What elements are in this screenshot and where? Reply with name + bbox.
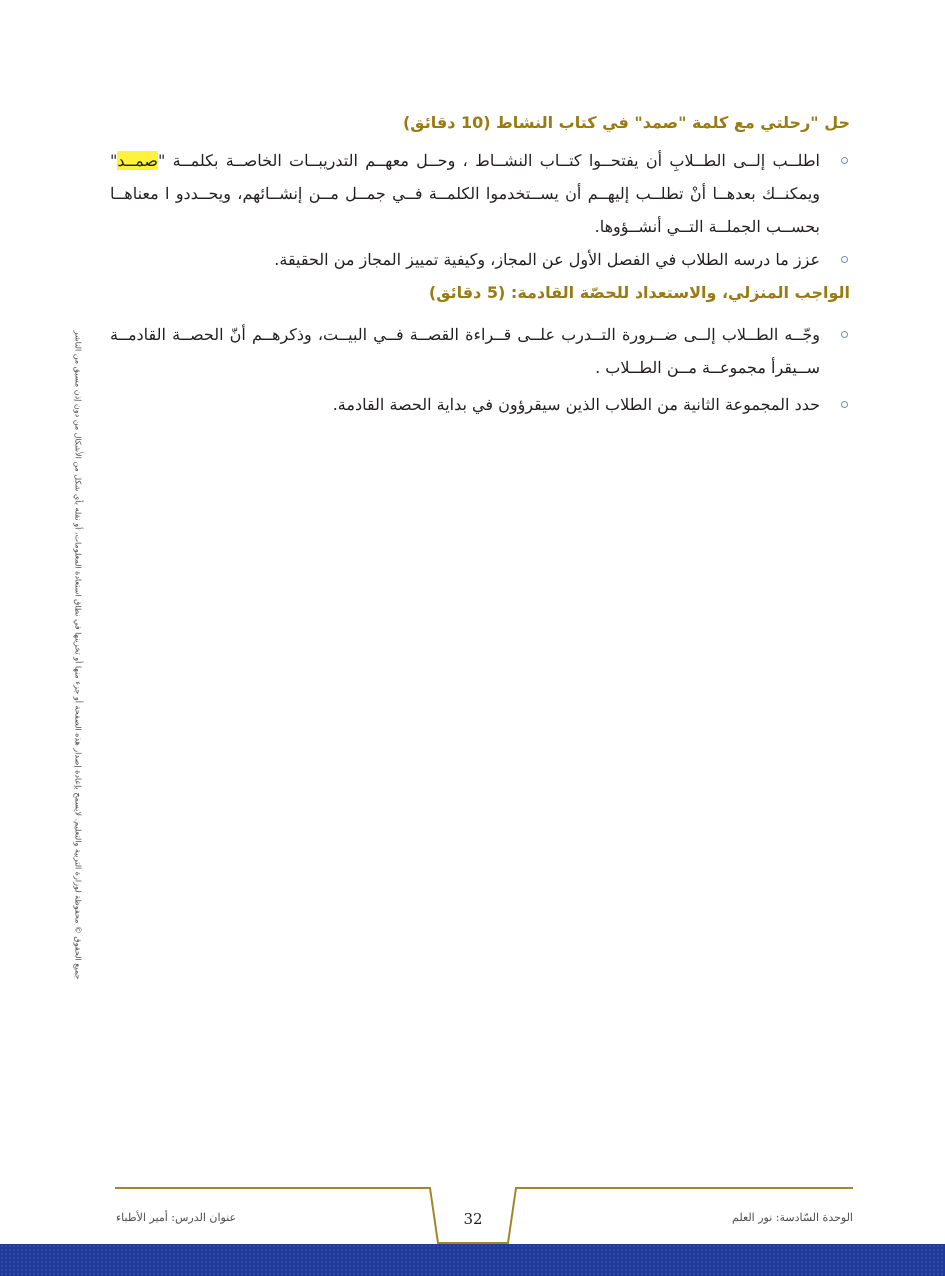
- circle-bullet-icon: [841, 256, 848, 263]
- bullet-text-part: اطلــب إلــى الطــلابِ أن يفتحــوا كتــاب النشــاط ، وحــل معهــم التدريبــات الخاصــة بكلمــة ": [157, 151, 820, 170]
- unit-title: الوحدة السّادسة: نور العلم: [732, 1211, 853, 1224]
- lesson-title: عنوان الدرس: أمير الأطباء: [116, 1211, 237, 1224]
- bullet-text: عزز ما درسه الطلاب في الفصل الأول عن المجاز، وكيفية تمييز المجاز من الحقيقة.: [274, 250, 820, 269]
- bullet-text: وجّــه الطــلاب إلــى ضــرورة التــدرب علــى قــراءة القصــة فــي البيــت، وذكرهــم أنّ الحصــة القادمــة ســيقرأ مجموعــة مــن الطــلاب .: [110, 325, 821, 377]
- bottom-bar: [0, 1244, 945, 1276]
- list-item: [110, 388, 850, 421]
- activity-list: [110, 144, 850, 276]
- copyright-notice: جميع الحقوق © محفوظة لوزارة التربية والتعليم. لايسمح بإعادة إصدار هذه الصفحة أو جزء منها أو تخزينها في نطاق استعادة المعلومات، أو نقله بأي شكل من الأشكال من دون إذن مسبق من الناشر: [73, 330, 83, 980]
- highlighted-word: صمــد: [117, 151, 158, 170]
- bullet-text: حدد المجموعة الثانية من الطلاب الذين سيقرؤون في بداية الحصة القادمة.: [332, 395, 820, 414]
- circle-bullet-icon: [841, 157, 848, 164]
- list-item: [110, 318, 850, 384]
- section-heading-homework: الواجب المنزلي، والاستعداد للحصّة القادمة: (5 دقائق): [428, 283, 850, 302]
- list-item: [110, 144, 850, 243]
- section-heading-activity: حل "رحلتي مع كلمة "صمد" في كتاب النشاط (10 دقائق): [402, 113, 850, 132]
- circle-bullet-icon: [841, 401, 848, 408]
- page-number: 32: [463, 1210, 483, 1228]
- circle-bullet-icon: [841, 331, 848, 338]
- homework-list: [110, 318, 850, 421]
- bullet-text-part: " ويمكنــك بعدهــا أنْ تطلــب إليهــم أن يســتخدموا الكلمــة فــي جمــل مــن إنشــائهم، ويحــددو ا معناهــا بحســب الجملــة التــي أنشــؤوها.: [110, 151, 821, 236]
- lesson-content: [110, 108, 850, 421]
- list-item: [110, 243, 850, 276]
